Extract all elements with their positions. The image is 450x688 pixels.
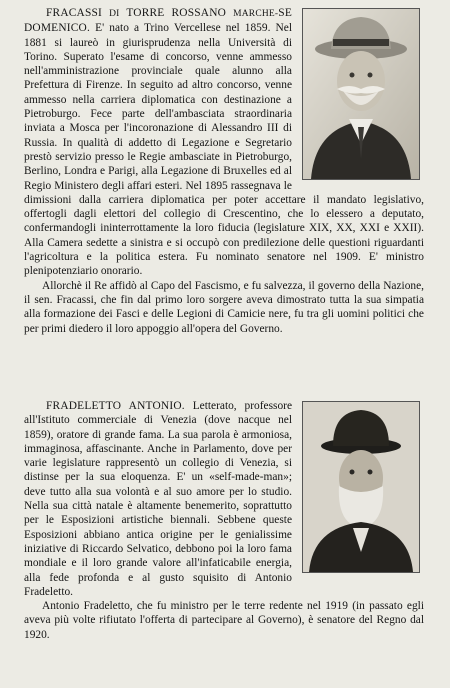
- person-name-fradeletto: FRADELETTO ANTONIO.: [46, 400, 185, 412]
- biography-entry-fracassi: [0, 6, 450, 336]
- name-part: SE DOMENICO.: [24, 7, 292, 35]
- biography-body: E' nato a Trino Vercellese nel 1859. Nel 1881 si laureò in giurisprudenza nella Università di Torino. Superato l'esame di concorso, venne ammesso nell'amministrazione provinciale quale alunno alla Prefettura di Firenze. In seguito ad altro concorso, venne ammesso nella carriera diplomatica con destinazione a Pietroburgo. Fece parte dell'ambasciata straordinaria inviata a Mosca per l'incoronazione di Alessandro III di Russia. In qualità di addetto di Legazione e Segretario prestò servizio presso le Regie ambasciate in Pietroburgo, Berlino, Londra e Parigi, alla Legazione di Bruxelles ed al Regio Ministero degli affari esteri. Nel 1895 rassegnava le dimissioni dalla carriera diplomatica per poter accettare il mandato legislativo, offertogli dagli elettori del collegio di Crescentino, che lo elessero a deputato, confermandogli ininterrottamente la loro fiducia (legislature XIX, XX, XXI e XXII). Alla Camera sedette a sinistra e si occupò con predilezione delle questioni riguardanti l'agricoltura e la politica estera. Fu nominato senatore nel 1909. E' ministro plenipotenziario onorario.: [24, 22, 424, 278]
- portrait-photo-fradeletto: [302, 401, 420, 573]
- name-part: TORRE ROSSANO: [126, 7, 227, 19]
- biography-paragraph-2: Allorchè il Re affidò al Capo del Fascismo, e fu salvezza, il governo della Nazione, il sen. Fracassi, che fin dal primo loro sorgere aveva dimostrato tutta la sua simpatia alla formazione dei Fasci e delle Legioni di Camicie nere, fu tra gli uomini politici che per primi diedero il loro appoggio all'opera del Governo.: [24, 279, 424, 335]
- portrait-photo-fracassi: [302, 8, 420, 180]
- biography-entry-fradeletto: [0, 399, 450, 642]
- biography-body: Letterato, professore all'Istituto commerciale di Venezia (dove nacque nel 1859), oratore di grande fama. La sua parola è armoniosa, immaginosa, affascinante. Anche in Parlamento, dove per varie legislature rappresentò un collegio di Venezia, si distinse per la sua eloquenza. E' un «self-made-man»; deve tutto alla sua volontà e al suo amore per lo studio. Nella sua città natale è altamente benemerito, soprattutto per le Esposizioni artistiche biennali. Sebbene queste Esposizioni abbiano antica origine per le genialissime iniziative di Riccardo Selvatico, debbono poi la loro fama mondiale e il loro grande valore all'infaticabile energia, alla fede profonda e al gusto squisito di Antonio Fradeletto.: [24, 400, 292, 598]
- name-title: MARCHE-: [233, 9, 279, 19]
- name-part: FRACASSI: [46, 7, 103, 19]
- name-particle: DI: [109, 9, 120, 19]
- biography-paragraph-2: Antonio Fradeletto, che fu ministro per le terre redente nel 1919 (in passato egli aveva più volte rifiutato l'offerta di partecipare al Governo), è senatore del Regno dal 1920.: [24, 600, 424, 641]
